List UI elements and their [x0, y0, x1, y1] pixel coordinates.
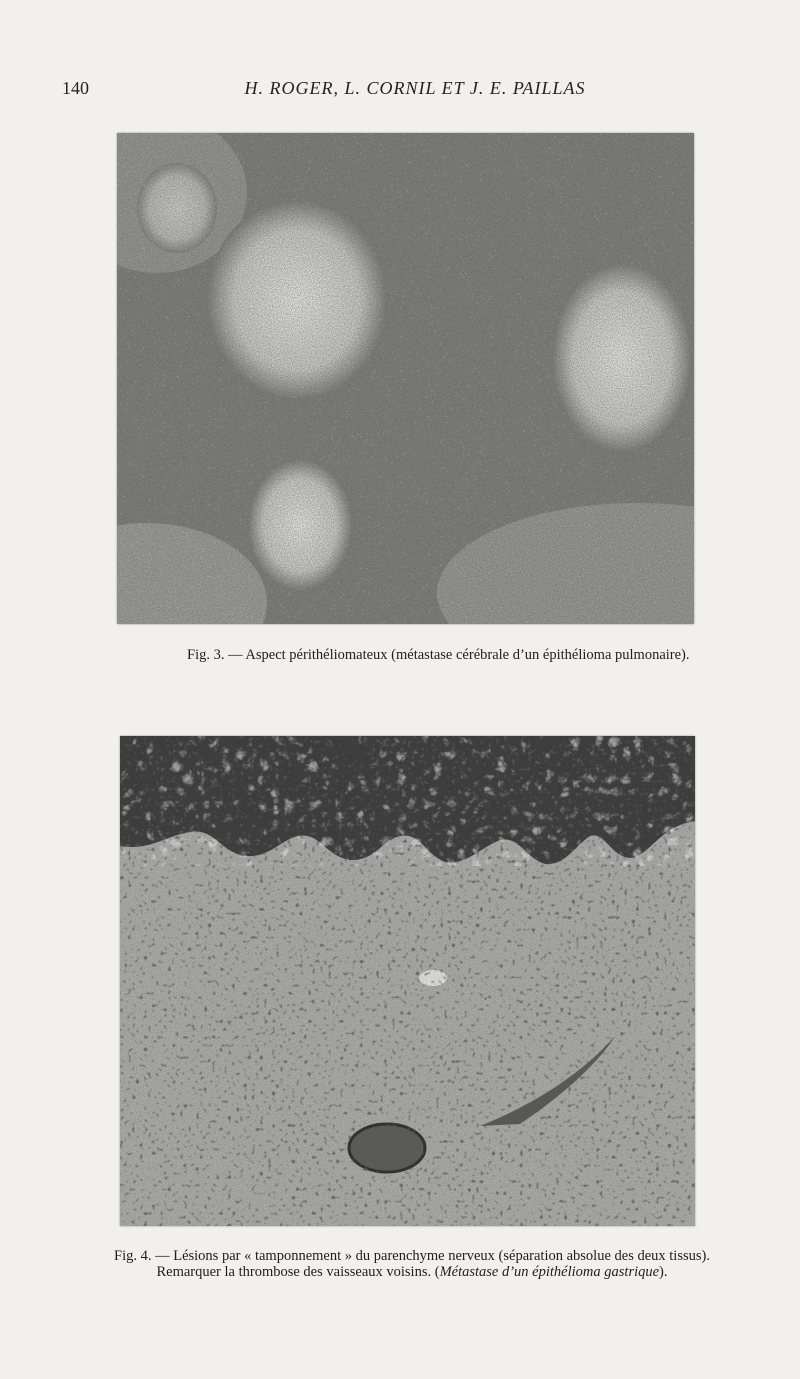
figure-4-caption-line2-start: Remarquer la thrombose des vaisseaux voisins. ( [156, 1264, 440, 1280]
figure-3-caption: Fig. 3. — Aspect périthéliomateux (métastase cérébrale d’un épithélioma pulmonaire). [187, 647, 690, 663]
figure-4-caption-line2-end: ). [659, 1264, 668, 1280]
figure-4-micrograph [120, 736, 695, 1226]
figure-4-caption-line1: Fig. 4. — Lésions par « tamponnement » du parenchyme nerveux (séparation absolue des deux tissus). [114, 1248, 710, 1264]
page-number: 140 [62, 78, 89, 98]
figure-3-micrograph [117, 133, 694, 624]
figure-4-caption [62, 1248, 762, 1280]
running-head: H. ROGER, L. CORNIL ET J. E. PAILLAS [244, 78, 586, 98]
figure-4-caption-line2-italic: Métastase d’un épithélioma gastrique [439, 1264, 660, 1280]
figure-4-caption-line2 [62, 1264, 762, 1280]
